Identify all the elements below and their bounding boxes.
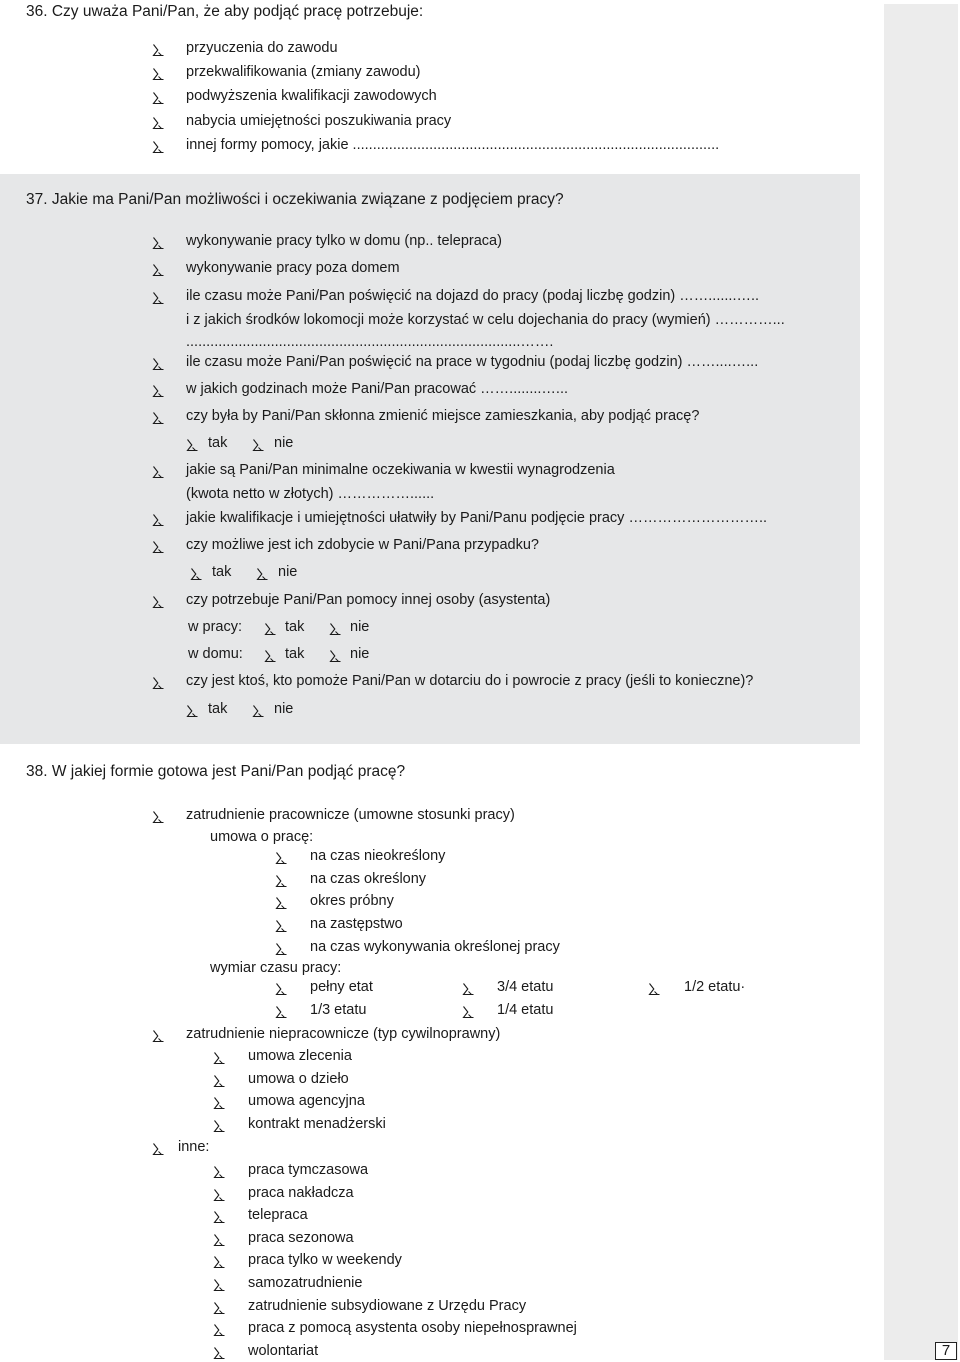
contract-option: na czas wykonywania określonej pracy xyxy=(310,938,560,955)
q36-option: przekwalifikowania (zmiany zawodu) xyxy=(186,64,421,81)
checkbox-icon[interactable] xyxy=(152,595,166,609)
other-option: praca tymczasowa xyxy=(248,1162,369,1178)
checkbox-icon[interactable] xyxy=(152,236,166,250)
checkbox-icon[interactable] xyxy=(213,1165,227,1179)
checkbox-icon[interactable] xyxy=(213,1278,227,1292)
checkbox-icon[interactable] xyxy=(275,851,289,865)
checkbox-icon[interactable] xyxy=(152,540,166,554)
assistant-at-work-label: w pracy: xyxy=(188,619,242,635)
question-38-title: 38. W jakiej formie gotowa jest Pani/Pan podjąć pracę? xyxy=(26,763,406,780)
time-option-quarter: 1/4 etatu xyxy=(497,1002,554,1018)
checkbox-icon[interactable] xyxy=(275,1005,289,1019)
checkbox-icon[interactable] xyxy=(275,919,289,933)
at-work-yes: tak xyxy=(285,619,305,635)
relocate-no: nie xyxy=(274,435,294,451)
option-assistant: czy potrzebuje Pani/Pan pomocy innej osoby (asystenta) xyxy=(186,592,551,608)
checkbox-icon[interactable] xyxy=(462,982,476,996)
time-option-three-quarters: 3/4 etatu xyxy=(497,979,554,995)
option-salary: jakie są Pani/Pan minimalne oczekiwania w kwestii wynagrodzenia xyxy=(186,462,615,478)
contract-option: na czas nieokreślony xyxy=(310,848,446,864)
checkbox-icon[interactable] xyxy=(213,1301,227,1315)
other-option: samozatrudnienie xyxy=(248,1275,363,1291)
checkbox-icon[interactable] xyxy=(152,140,166,154)
checkbox-icon[interactable] xyxy=(275,982,289,996)
page-number: 7 xyxy=(935,1342,957,1360)
checkbox-icon[interactable] xyxy=(213,1210,227,1224)
time-label: wymiar czasu pracy: xyxy=(210,960,342,976)
other-option: telepraca xyxy=(248,1207,308,1224)
checkbox-icon[interactable] xyxy=(152,513,166,527)
time-option-half: 1/2 etatu· xyxy=(684,979,746,995)
civil-option: umowa o dzieło xyxy=(248,1070,349,1087)
checkbox-icon[interactable] xyxy=(264,622,278,636)
checkbox-icon[interactable] xyxy=(329,649,343,663)
option-relocate: czy była by Pani/Pan skłonna zmienić miejsce zamieszkania, aby podjąć pracę? xyxy=(186,408,700,424)
option-skills-possible: czy możliwe jest ich zdobycie w Pani/Pana przypadku? xyxy=(186,537,539,553)
checkbox-icon[interactable] xyxy=(213,1255,227,1269)
checkbox-icon[interactable] xyxy=(275,942,289,956)
civil-option: umowa zlecenia xyxy=(248,1048,352,1064)
skills-yes: tak xyxy=(212,564,232,580)
checkbox-icon[interactable] xyxy=(152,1142,166,1156)
option-outside-home: wykonywanie pracy poza domem xyxy=(186,260,400,276)
checkbox-icon[interactable] xyxy=(329,622,343,636)
checkbox-icon[interactable] xyxy=(152,116,166,130)
skills-no: nie xyxy=(278,564,298,580)
checkbox-icon[interactable] xyxy=(648,982,662,996)
time-option-third: 1/3 etatu xyxy=(310,1002,367,1018)
side-strip xyxy=(884,4,958,1360)
option-transport: i z jakich środków lokomocji może korzystać w celu dojechania do pracy (wymień) …………... xyxy=(186,312,785,328)
checkbox-icon[interactable] xyxy=(213,1096,227,1110)
contract-option: okres próbny xyxy=(310,893,394,910)
other-label: inne: xyxy=(178,1139,210,1155)
checkbox-icon[interactable] xyxy=(152,263,166,277)
escort-no: nie xyxy=(274,701,294,717)
q36-option: nabycia umiejętności poszukiwania pracy xyxy=(186,112,452,129)
checkbox-icon[interactable] xyxy=(152,411,166,425)
checkbox-icon[interactable] xyxy=(252,438,266,452)
option-non-employee: zatrudnienie niepracownicze (typ cywilnoprawny) xyxy=(186,1026,501,1042)
other-option: praca tylko w weekendy xyxy=(248,1252,402,1269)
other-option: zatrudnienie subsydiowane z Urzędu Pracy xyxy=(248,1297,527,1314)
checkbox-icon[interactable] xyxy=(275,896,289,910)
checkbox-icon[interactable] xyxy=(213,1323,227,1337)
checkbox-icon[interactable] xyxy=(152,43,166,57)
contract-option: na czas określony xyxy=(310,870,427,887)
time-option-full: pełny etat xyxy=(310,979,373,995)
checkbox-icon[interactable] xyxy=(213,1051,227,1065)
option-work-hours: w jakich godzinach może Pani/Pan pracować ……........…... xyxy=(186,381,568,397)
checkbox-icon[interactable] xyxy=(213,1233,227,1247)
option-commute-time: ile czasu może Pani/Pan poświęcić na dojazd do pracy (podaj liczbę godzin) …….......….. xyxy=(186,288,760,304)
checkbox-icon[interactable] xyxy=(252,704,266,718)
relocate-yes: tak xyxy=(208,435,228,451)
option-weekly-hours: ile czasu może Pani/Pan poświęcić na prace w tygodniu (podaj liczbę godzin) ……....…... xyxy=(186,354,759,370)
checkbox-icon[interactable] xyxy=(152,1029,166,1043)
contract-option: na zastępstwo xyxy=(310,916,403,933)
checkbox-icon[interactable] xyxy=(152,384,166,398)
option-skills: jakie kwalifikacje i umiejętności ułatwiły by Pani/Panu podjęcie pracy ……………………….. xyxy=(186,510,768,526)
option-escort: czy jest ktoś, kto pomoże Pani/Pan w dotarciu do i powrocie z pracy (jeśli to konieczne)? xyxy=(186,673,754,689)
checkbox-icon[interactable] xyxy=(190,567,204,581)
option-home-only: wykonywanie pracy tylko w domu (np.. telepraca) xyxy=(186,233,502,249)
option-salary-note: (kwota netto w złotych) ……………...... xyxy=(186,486,435,502)
checkbox-icon[interactable] xyxy=(152,357,166,371)
q36-option: podwyższenia kwalifikacji zawodowych xyxy=(186,88,437,105)
checkbox-icon[interactable] xyxy=(186,438,200,452)
q36-option: innej formy pomocy, jakie ........................................................................................... xyxy=(186,136,720,153)
civil-option: kontrakt menadżerski xyxy=(248,1115,386,1132)
question-37-title: 37. Jakie ma Pani/Pan możliwości i oczekiwania związane z podjęciem pracy? xyxy=(26,191,564,208)
checkbox-icon[interactable] xyxy=(213,1074,227,1088)
at-work-no: nie xyxy=(350,619,370,635)
checkbox-icon[interactable] xyxy=(256,567,270,581)
checkbox-icon[interactable] xyxy=(152,67,166,81)
checkbox-icon[interactable] xyxy=(213,1188,227,1202)
other-option: praca nakładcza xyxy=(248,1184,354,1201)
checkbox-icon[interactable] xyxy=(152,91,166,105)
option-transport-cont: ...................................................................................……. xyxy=(186,334,554,350)
checkbox-icon[interactable] xyxy=(213,1119,227,1133)
checkbox-icon[interactable] xyxy=(152,810,166,824)
question-36-title: 36. Czy uważa Pani/Pan, że aby podjąć pracę potrzebuje: xyxy=(26,3,424,20)
contract-label: umowa o pracę: xyxy=(210,829,314,845)
checkbox-icon[interactable] xyxy=(264,649,278,663)
civil-option: umowa agencyjna xyxy=(248,1093,365,1110)
checkbox-icon[interactable] xyxy=(213,1346,227,1360)
checkbox-icon[interactable] xyxy=(152,291,166,305)
checkbox-icon[interactable] xyxy=(152,465,166,479)
checkbox-icon[interactable] xyxy=(152,676,166,690)
escort-yes: tak xyxy=(208,701,228,717)
at-home-no: nie xyxy=(350,646,370,662)
other-option: praca z pomocą asystenta osoby niepełnosprawnej xyxy=(248,1320,577,1337)
option-employee: zatrudnienie pracownicze (umowne stosunki pracy) xyxy=(186,807,515,823)
q36-option: przyuczenia do zawodu xyxy=(186,40,338,56)
other-option: wolontariat xyxy=(248,1342,319,1359)
assistant-at-home-label: w domu: xyxy=(188,646,243,662)
at-home-yes: tak xyxy=(285,646,305,662)
question-37-panel xyxy=(0,174,860,744)
other-option: praca sezonowa xyxy=(248,1229,354,1246)
checkbox-icon[interactable] xyxy=(186,704,200,718)
checkbox-icon[interactable] xyxy=(275,874,289,888)
checkbox-icon[interactable] xyxy=(462,1005,476,1019)
